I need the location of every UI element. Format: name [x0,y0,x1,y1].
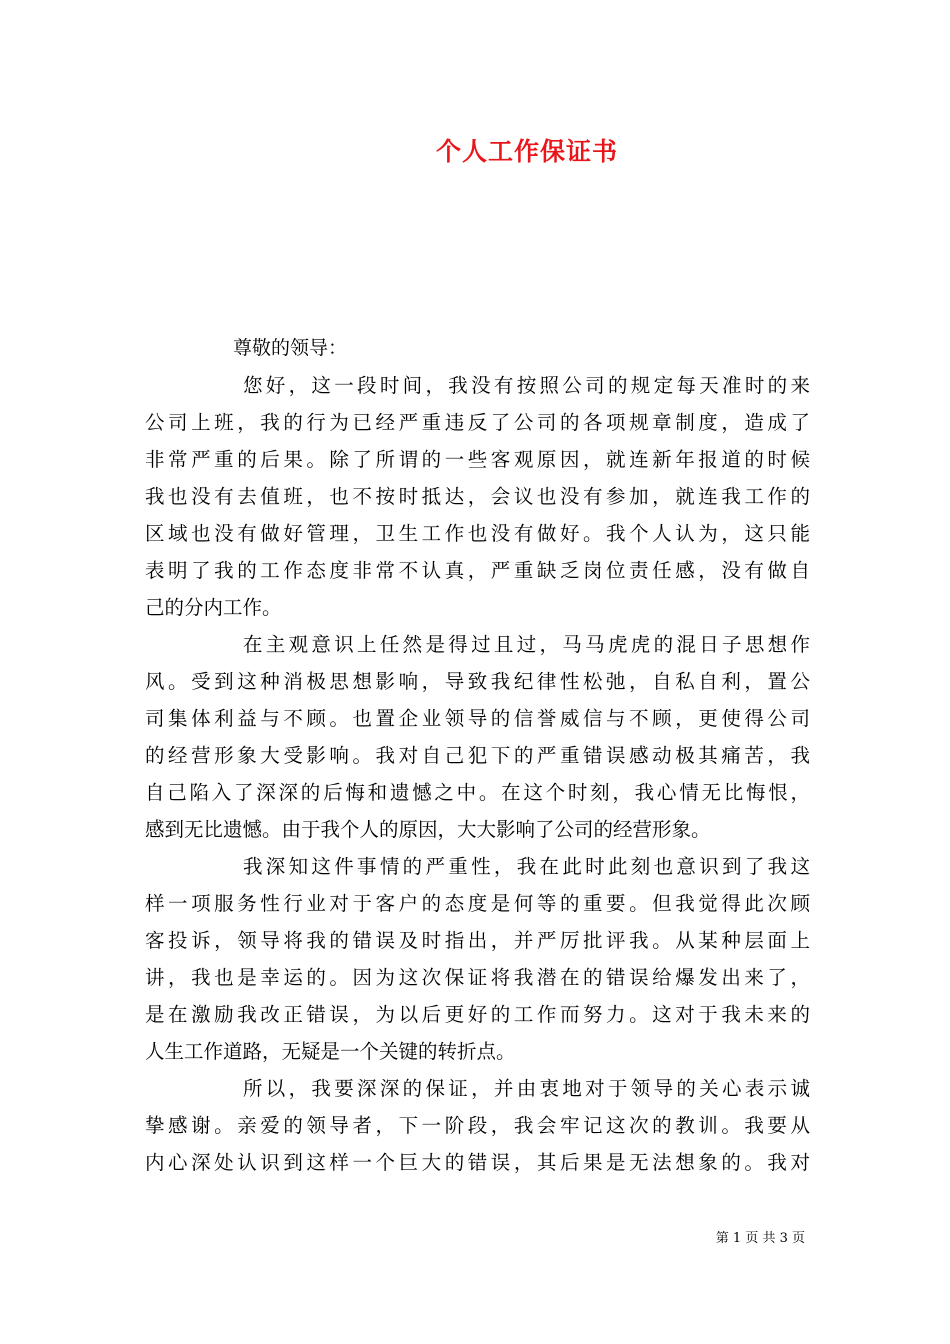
paragraph-line: 您好，这一段时间，我没有按照公司的规定每天准时的来 [243,374,810,397]
paragraph-line: 人生工作道路，无疑是一个关键的转折点。 [145,1040,516,1063]
paragraph-line: 公司上班，我的行为已经严重违反了公司的各项规章制度，造成了 [145,411,810,434]
paragraph-line: 样一项服务性行业对于客户的态度是何等的重要。但我觉得此次顾 [145,892,810,915]
paragraph-line: 表明了我的工作态度非常不认真，严重缺乏岗位责任感，没有做自 [145,559,810,582]
paragraph-line: 感到无比遗憾。由于我个人的原因，大大影响了公司的经营形象。 [145,818,711,841]
paragraph-line: 区域也没有做好管理，卫生工作也没有做好。我个人认为，这只能 [145,522,810,545]
salutation: 尊敬的领导： [233,337,348,359]
page-number-footer: 第 1 页 共 3 页 [715,1231,805,1246]
paragraph-line: 己的分内工作。 [145,596,282,619]
paragraph-line: 我深知这件事情的严重性，我在此时此刻也意识到了我这 [243,855,810,878]
paragraph-line: 所以，我要深深的保证，并由衷地对于领导的关心表示诚 [243,1077,810,1100]
document-body [145,330,810,1181]
paragraph-line: 在主观意识上任然是得过且过，马马虎虎的混日子思想作 [243,633,810,656]
paragraph-line: 讲，我也是幸运的。因为这次保证将我潜在的错误给爆发出来了， [145,966,810,989]
paragraph-line: 客投诉，领导将我的错误及时指出，并严厉批评我。从某种层面上 [145,929,810,952]
paragraph-line: 内心深处认识到这样一个巨大的错误，其后果是无法想象的。我对 [145,1151,810,1174]
paragraph-line: 非常严重的后果。除了所谓的一些客观原因，就连新年报道的时候 [145,448,810,471]
paragraph-line: 是在激励我改正错误，为以后更好的工作而努力。这对于我未来的 [145,1003,810,1026]
paragraph-line: 自己陷入了深深的后悔和遗憾之中。在这个时刻，我心情无比悔恨， [145,781,810,804]
paragraph-line: 的经营形象大受影响。我对自己犯下的严重错误感动极其痛苦，我 [145,744,810,767]
paragraph-line: 挚感谢。亲爱的领导者，下一阶段，我会牢记这次的教训。我要从 [145,1114,810,1137]
paragraph-line: 风。受到这种消极思想影响，导致我纪律性松弛，自私自利，置公 [145,670,810,693]
paragraph-line: 司集体利益与不顾。也置企业领导的信誉威信与不顾，更使得公司 [145,707,810,730]
document-title: 个人工作保证书 [435,137,618,166]
paragraph-line: 我也没有去值班，也不按时抵达，会议也没有参加，就连我工作的 [145,485,810,508]
